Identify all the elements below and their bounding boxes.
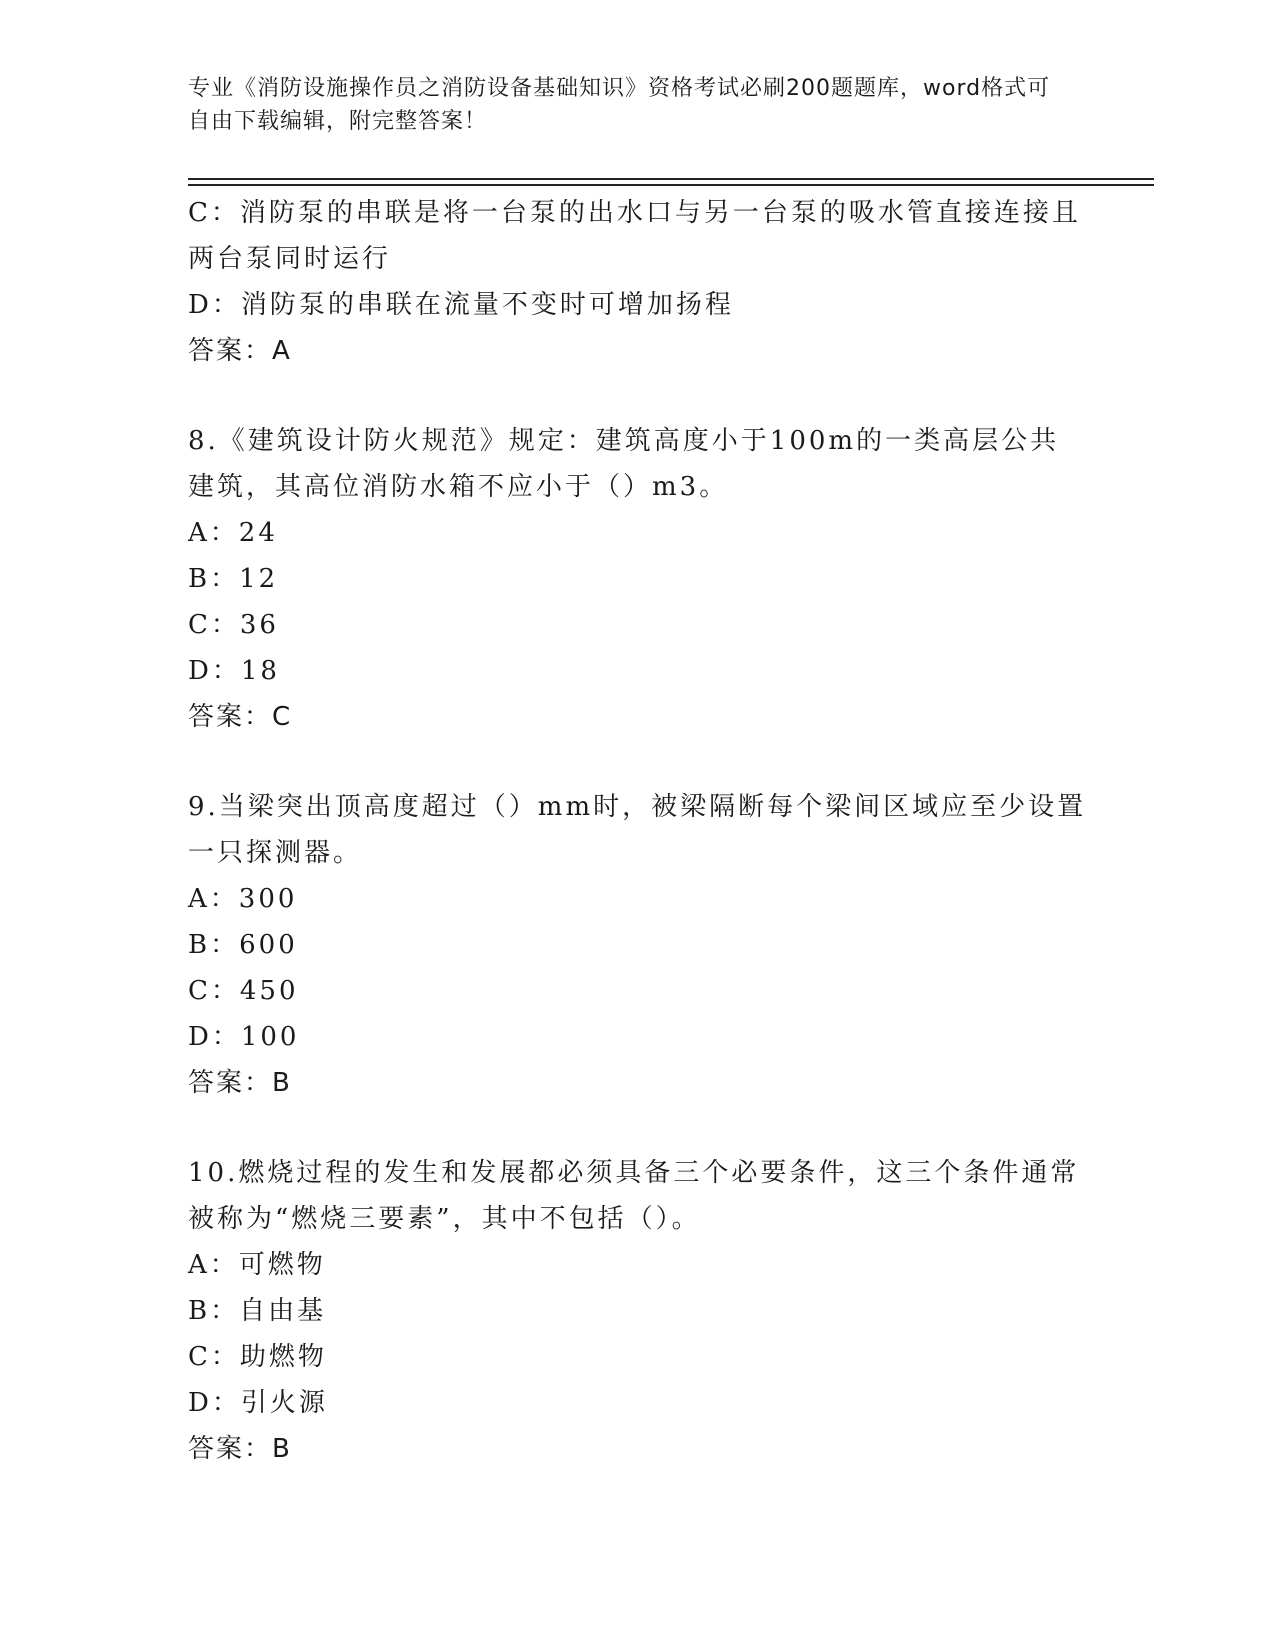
option-b: B：600 — [188, 930, 298, 960]
option-d: D：消防泵的串联在流量不变时可增加扬程 — [188, 290, 734, 320]
question-stem: 8.《建筑设计防火规范》规定：建筑高度小于100m的一类高层公共建筑，其高位消防水箱不应小于（）m3。 — [188, 426, 1060, 502]
answer: 答案：B — [188, 1434, 292, 1464]
document-header: 专业《消防设施操作员之消防设备基础知识》资格考试必刷200题题库，word格式可自由下载编辑，附完整答案！ — [188, 76, 1051, 134]
spacer — [188, 374, 1088, 418]
option-c: C：助燃物 — [188, 1342, 327, 1372]
option-b: B：12 — [188, 564, 279, 594]
previous-question-tail — [188, 190, 1088, 374]
answer: 答案：A — [188, 336, 292, 366]
option-c: C：36 — [188, 610, 279, 640]
option-d: D：100 — [188, 1022, 300, 1052]
option-d: D：18 — [188, 656, 280, 686]
question-8 — [188, 418, 1088, 740]
option-a: A：300 — [188, 884, 298, 914]
question-list — [188, 190, 1088, 1472]
option-c: C：消防泵的串联是将一台泵的出水口与另一台泵的吸水管直接连接且两台泵同时运行 — [188, 198, 1081, 274]
answer: 答案：B — [188, 1068, 292, 1098]
header-rule-top — [188, 178, 1154, 180]
question-stem: 9.当梁突出顶高度超过（）mm时，被梁隔断每个梁间区域应至少设置一只探测器。 — [188, 792, 1087, 868]
question-stem: 10.燃烧过程的发生和发展都必须具备三个必要条件，这三个条件通常被称为“燃烧三要素”，其中不包括（）。 — [188, 1158, 1080, 1234]
option-a: A：可燃物 — [188, 1250, 326, 1280]
option-a: A：24 — [188, 518, 278, 548]
option-c: C：450 — [188, 976, 299, 1006]
question-9 — [188, 784, 1088, 1106]
option-b: B：自由基 — [188, 1296, 327, 1326]
header-rule-bottom — [188, 184, 1154, 186]
option-d: D：引火源 — [188, 1388, 328, 1418]
spacer — [188, 740, 1088, 784]
spacer — [188, 1106, 1088, 1150]
question-10 — [188, 1150, 1088, 1472]
answer: 答案：C — [188, 702, 293, 732]
